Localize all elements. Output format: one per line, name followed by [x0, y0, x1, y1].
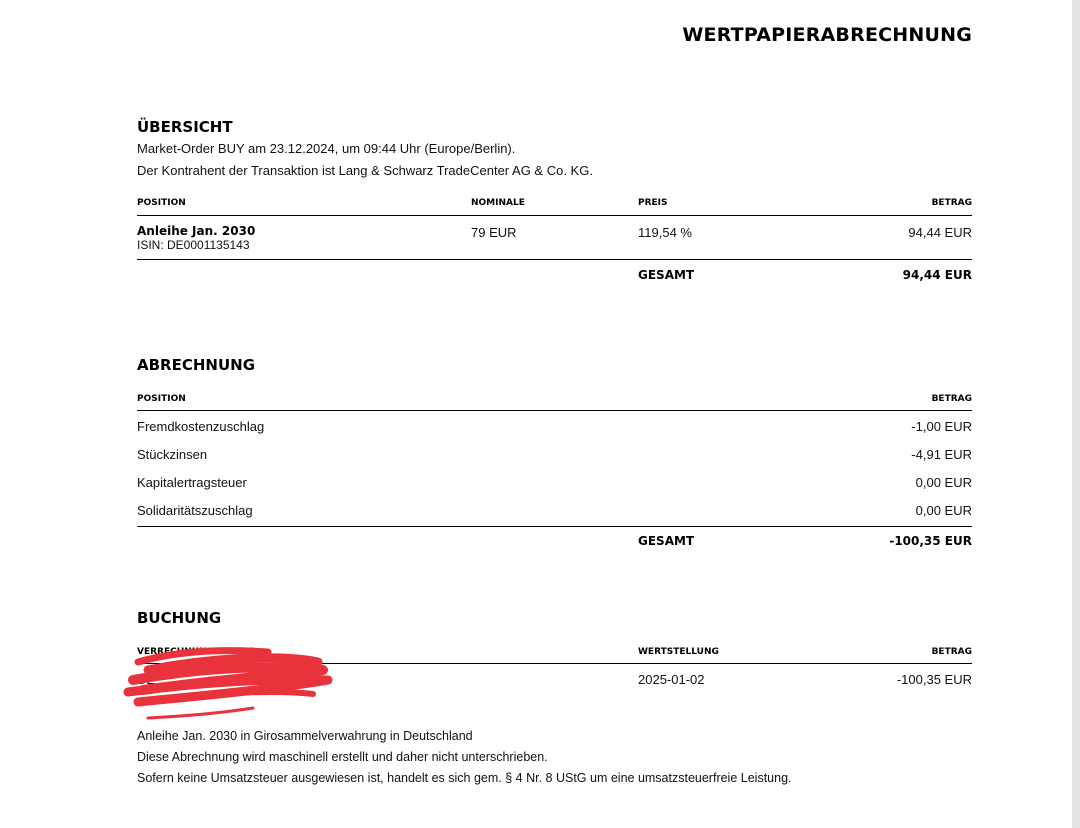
total-label: GESAMT	[638, 268, 695, 282]
footer-notes	[137, 726, 792, 789]
position-name: Anleihe Jan. 2030	[137, 224, 256, 238]
col-header-position: POSITION	[137, 394, 186, 404]
row-label: Kapitalertragsteuer	[137, 475, 247, 490]
overview-section	[137, 116, 972, 296]
settlement-title: ABRECHNUNG	[137, 356, 256, 374]
redaction-scribble	[118, 640, 338, 726]
settlement-section	[137, 354, 972, 554]
position-isin: ISIN: DE0001135143	[137, 238, 250, 252]
total-rule	[137, 526, 972, 527]
header-rule	[137, 410, 972, 411]
col-header-amount: BETRAG	[931, 647, 972, 657]
row-amount: -1,00 EUR	[911, 419, 972, 434]
header-rule	[137, 215, 972, 216]
position-price: 119,54 %	[638, 225, 692, 240]
footer-line-custody: Anleihe Jan. 2030 in Girosammelverwahrung in Deutschland	[137, 729, 473, 743]
row-label: Stückzinsen	[137, 447, 208, 462]
total-value: 94,44 EUR	[902, 268, 972, 282]
position-amount: 94,44 EUR	[908, 225, 972, 240]
footer-line-machine: Diese Abrechnung wird maschinell erstellt und daher nicht unterschrieben.	[137, 750, 548, 764]
account-number: DE	[137, 672, 156, 687]
col-header-account: VERRECHNUNGSKONTO	[137, 647, 257, 657]
col-header-nominal: NOMINALE	[471, 198, 525, 208]
col-header-position: POSITION	[137, 198, 186, 208]
settlement-row	[137, 497, 972, 525]
value-date: 2025-01-02	[638, 672, 705, 687]
total-rule	[137, 259, 972, 260]
row-label: Fremdkostenzuschlag	[137, 419, 265, 434]
page-edge	[1072, 0, 1080, 828]
col-header-amount: BETRAG	[931, 198, 972, 208]
col-header-amount: BETRAG	[931, 394, 972, 404]
overview-title: ÜBERSICHT	[137, 118, 233, 136]
col-header-value-date: WERTSTELLUNG	[638, 647, 719, 657]
footer-line-vat: Sofern keine Umsatzsteuer ausgewiesen ist, handelt es sich gem. § 4 Nr. 8 UStG um eine umsatzsteuerfreie Leistung.	[137, 771, 792, 785]
total-value: -100,35 EUR	[889, 534, 972, 548]
row-amount: -4,91 EUR	[911, 447, 972, 462]
row-label: Solidaritätszuschlag	[137, 503, 253, 518]
total-label: GESAMT	[638, 534, 695, 548]
row-amount: 0,00 EUR	[915, 503, 972, 518]
row-amount: 0,00 EUR	[915, 475, 972, 490]
settlement-row	[137, 441, 972, 469]
settlement-row	[137, 469, 972, 497]
settlement-row	[137, 413, 972, 441]
document-title: WERTPAPIERABRECHNUNG	[682, 24, 972, 46]
counterparty-line: Der Kontrahent der Transaktion ist Lang & Schwarz TradeCenter AG & Co. KG.	[137, 163, 593, 178]
booking-title: BUCHUNG	[137, 609, 222, 627]
col-header-price: PREIS	[638, 198, 668, 208]
booking-amount: -100,35 EUR	[896, 672, 972, 687]
position-nominal: 79 EUR	[471, 225, 517, 240]
order-line: Market-Order BUY am 23.12.2024, um 09:44 Uhr (Europe/Berlin).	[137, 141, 516, 156]
